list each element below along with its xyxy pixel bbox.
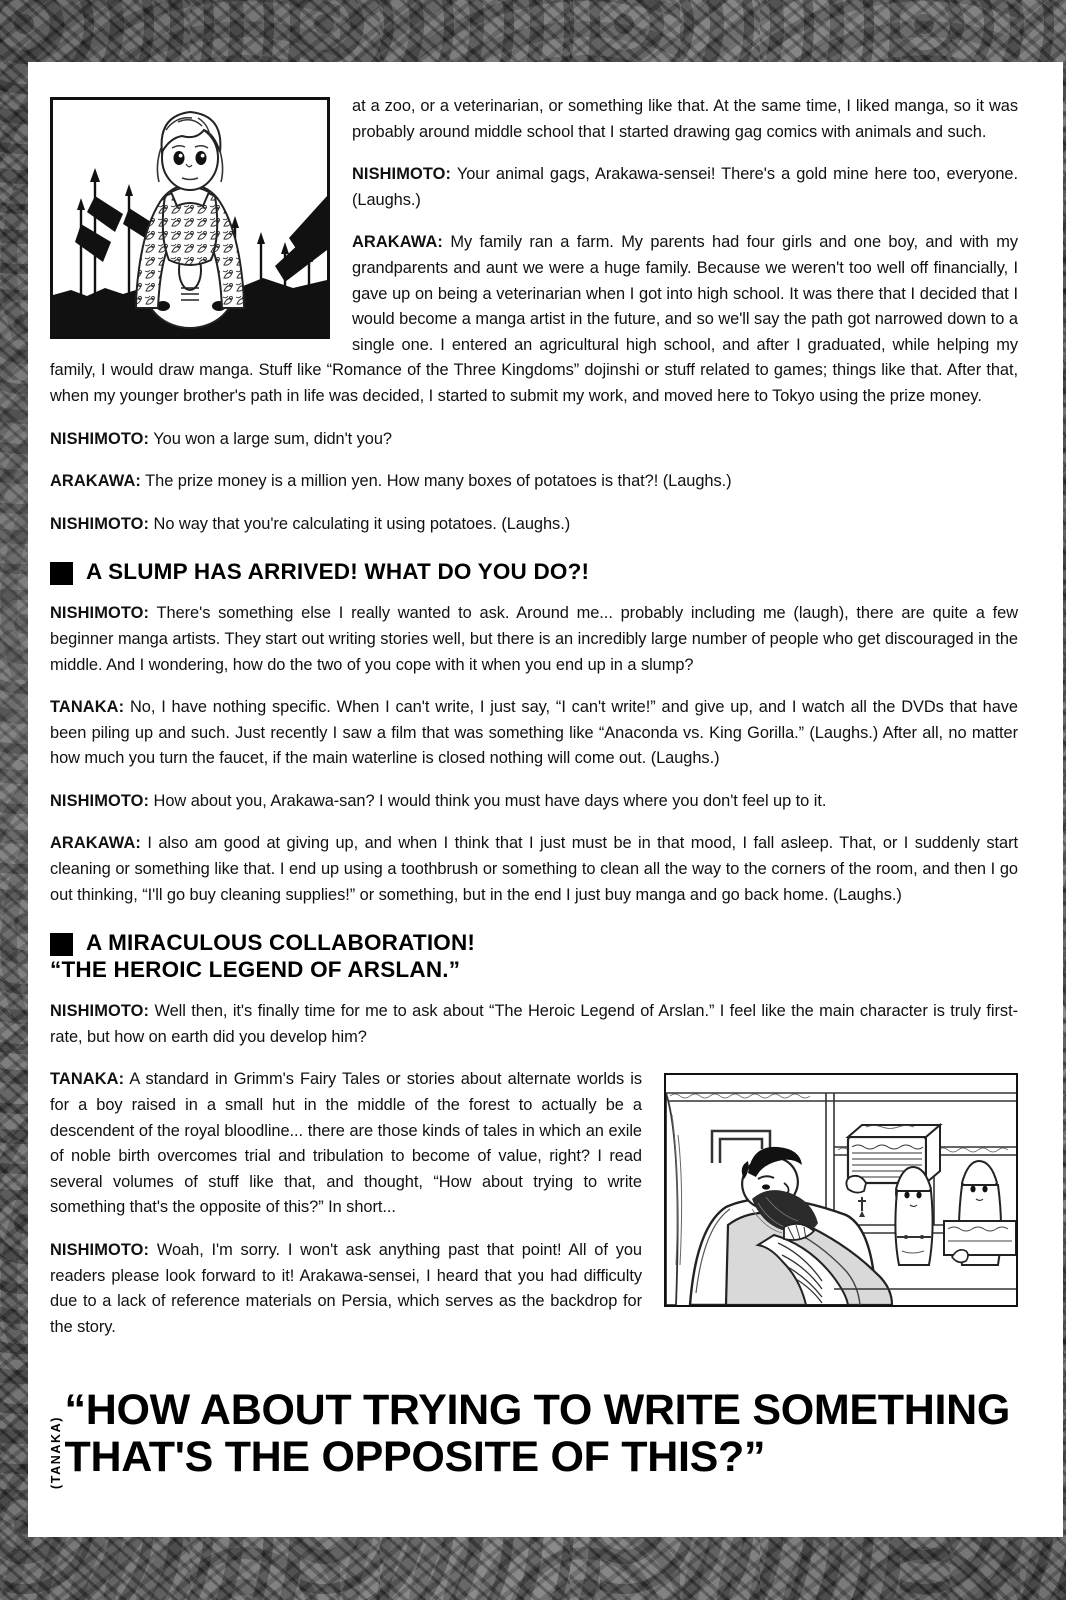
page-paper	[28, 62, 1063, 1537]
paragraph-text: No, I have nothing specific. When I can't write, I just say, “I can't write!” and give up, and I watch all the DVDs that have been piling up and such. Just recently I saw a film that was something like “Anaconda vs. King Gorilla.” (Laughs.) After all, no matter how much you turn the faucet, if the main waterline is closed nothing will come out. (Laughs.)	[50, 698, 1018, 768]
speaker-label: TANAKA:	[50, 1070, 125, 1089]
paragraph-text: My family ran a farm. My parents had four girls and one boy, and with my grandparents and aunt we were a huge family. Because we weren't too well off financially, I gave up on being a veterinarian when I got into high school. It was there that I decided that I would become a manga artist in the future, and so we'll say the path got narrowed down to a single one. I entered an agricultural high school, and after I graduated, while helping my family, I would draw manga. Stuff like “Romance of the Three Kingdoms” dojinshi or stuff related to games; things like that. After that, when my younger brother's path in life was decided, I started to submit my work, and moved here to Tokyo using the prize money.	[50, 233, 1018, 405]
paragraph-s2-nishimoto-1	[50, 999, 1018, 1050]
pullquote-attribution: (TANAKA)	[49, 1416, 63, 1489]
square-bullet-icon	[50, 933, 73, 956]
speaker-label: NISHIMOTO:	[50, 1002, 150, 1021]
section-heading-line2: “THE HEROIC LEGEND OF ARSLAN.”	[50, 957, 461, 983]
paragraph-arakawa-2	[50, 469, 1018, 495]
square-bullet-icon	[50, 562, 73, 585]
speaker-label: NISHIMOTO:	[50, 604, 150, 623]
pullquote-block	[50, 1387, 1040, 1489]
figure-lower-manga-panel	[664, 1073, 1018, 1307]
speaker-label: NISHIMOTO:	[50, 514, 150, 533]
paragraph-text: You won a large sum, didn't you?	[149, 429, 392, 448]
speaker-label: ARAKAWA:	[50, 472, 141, 491]
pullquote-text	[65, 1387, 1011, 1481]
paragraph-nishimoto-2	[50, 427, 1018, 453]
paragraph-text: Woah, I'm sorry. I won't ask anything past that point! All of you readers please look forward to it! Arakawa-sensei, I heard that you had difficulty due to a lack of reference materials on Persia, which serves as the backdrop for the story.	[50, 1241, 642, 1336]
paragraph-text: No way that you're calculating it using potatoes. (Laughs.)	[149, 514, 571, 533]
top-panel-artwork	[53, 100, 327, 336]
paragraph-text: The prize money is a million yen. How many boxes of potatoes is that?! (Laughs.)	[140, 472, 732, 491]
pullquote-line1: “HOW ABOUT TRYING TO WRITE SOMETHING	[64, 1386, 1011, 1434]
paragraph-text: There's something else I really wanted to ask. Around me... probably including me (laugh), there are quite a few beginner manga artists. They start out writing stories well, but there is an incredibly large number of people who get discouraged in the middle. And I wondering, how do the two of you cope with it when you end up in a slump?	[50, 604, 1018, 674]
paragraph-text: A standard in Grimm's Fairy Tales or stories about alternate worlds is for a boy raised in a small hut in the middle of the forest to actually be a descendent of the royal bloodline... there are those kinds of tales in which an exile of noble birth overcomes trial and tribulation to become of value, right? I read several volumes of stuff like that, and thought, “How about trying to write something that's the opposite of this?” In short...	[50, 1070, 642, 1217]
paragraph-s1-arakawa-1	[50, 831, 1018, 908]
paragraph-text: Well then, it's finally time for me to ask about “The Heroic Legend of Arslan.” I feel like the main character is truly first-rate, but how on earth did you develop him?	[50, 1002, 1018, 1046]
figure-top-manga-panel	[50, 97, 330, 339]
paragraph-text: at a zoo, or a veterinarian, or something like that. At the same time, I liked manga, so it was probably around middle school that I started drawing gag comics with animals and such.	[352, 97, 1018, 141]
speaker-label: NISHIMOTO:	[50, 429, 150, 448]
section-heading-text: A SLUMP HAS ARRIVED! WHAT DO YOU DO?!	[86, 559, 590, 585]
pullquote-line2: THAT'S THE OPPOSITE OF THIS?”	[64, 1433, 766, 1481]
speaker-label: NISHIMOTO:	[50, 791, 150, 810]
paragraph-text: Your animal gags, Arakawa-sensei! There's a gold mine here too, everyone. (Laughs.)	[352, 165, 1018, 209]
lower-panel-artwork	[666, 1075, 1016, 1305]
article-content	[50, 94, 1018, 1340]
paragraph-s1-tanaka-1	[50, 695, 1018, 772]
paragraph-nishimoto-3	[50, 512, 1018, 538]
section-heading-slump	[50, 558, 1018, 585]
speaker-label: TANAKA:	[50, 698, 125, 717]
paragraph-s1-nishimoto-2	[50, 789, 1018, 815]
speaker-label: ARAKAWA:	[352, 233, 443, 252]
paragraph-s1-nishimoto-1	[50, 601, 1018, 678]
speaker-label: NISHIMOTO:	[50, 1241, 150, 1259]
paragraph-text: I also am good at giving up, and when I think that I just must be in that mood, I fall asleep. That, or I suddenly start cleaning or something like that. I end up using a toothbrush or something to clean all the way to the corners of the room, and then I go out thinking, “I'll go buy cleaning supplies!” or something, but in the end I just buy manga and go back home. (Laughs.)	[50, 834, 1018, 904]
speaker-label: NISHIMOTO:	[352, 165, 452, 184]
speaker-label: ARAKAWA:	[50, 834, 141, 853]
section-heading-arslan	[50, 929, 1018, 983]
paragraph-text: How about you, Arakawa-san? I would think you must have days where you don't feel up to it.	[149, 791, 827, 810]
section-heading-line1: A MIRACULOUS COLLABORATION!	[86, 930, 476, 956]
section-heading-text-wrap	[50, 929, 476, 983]
